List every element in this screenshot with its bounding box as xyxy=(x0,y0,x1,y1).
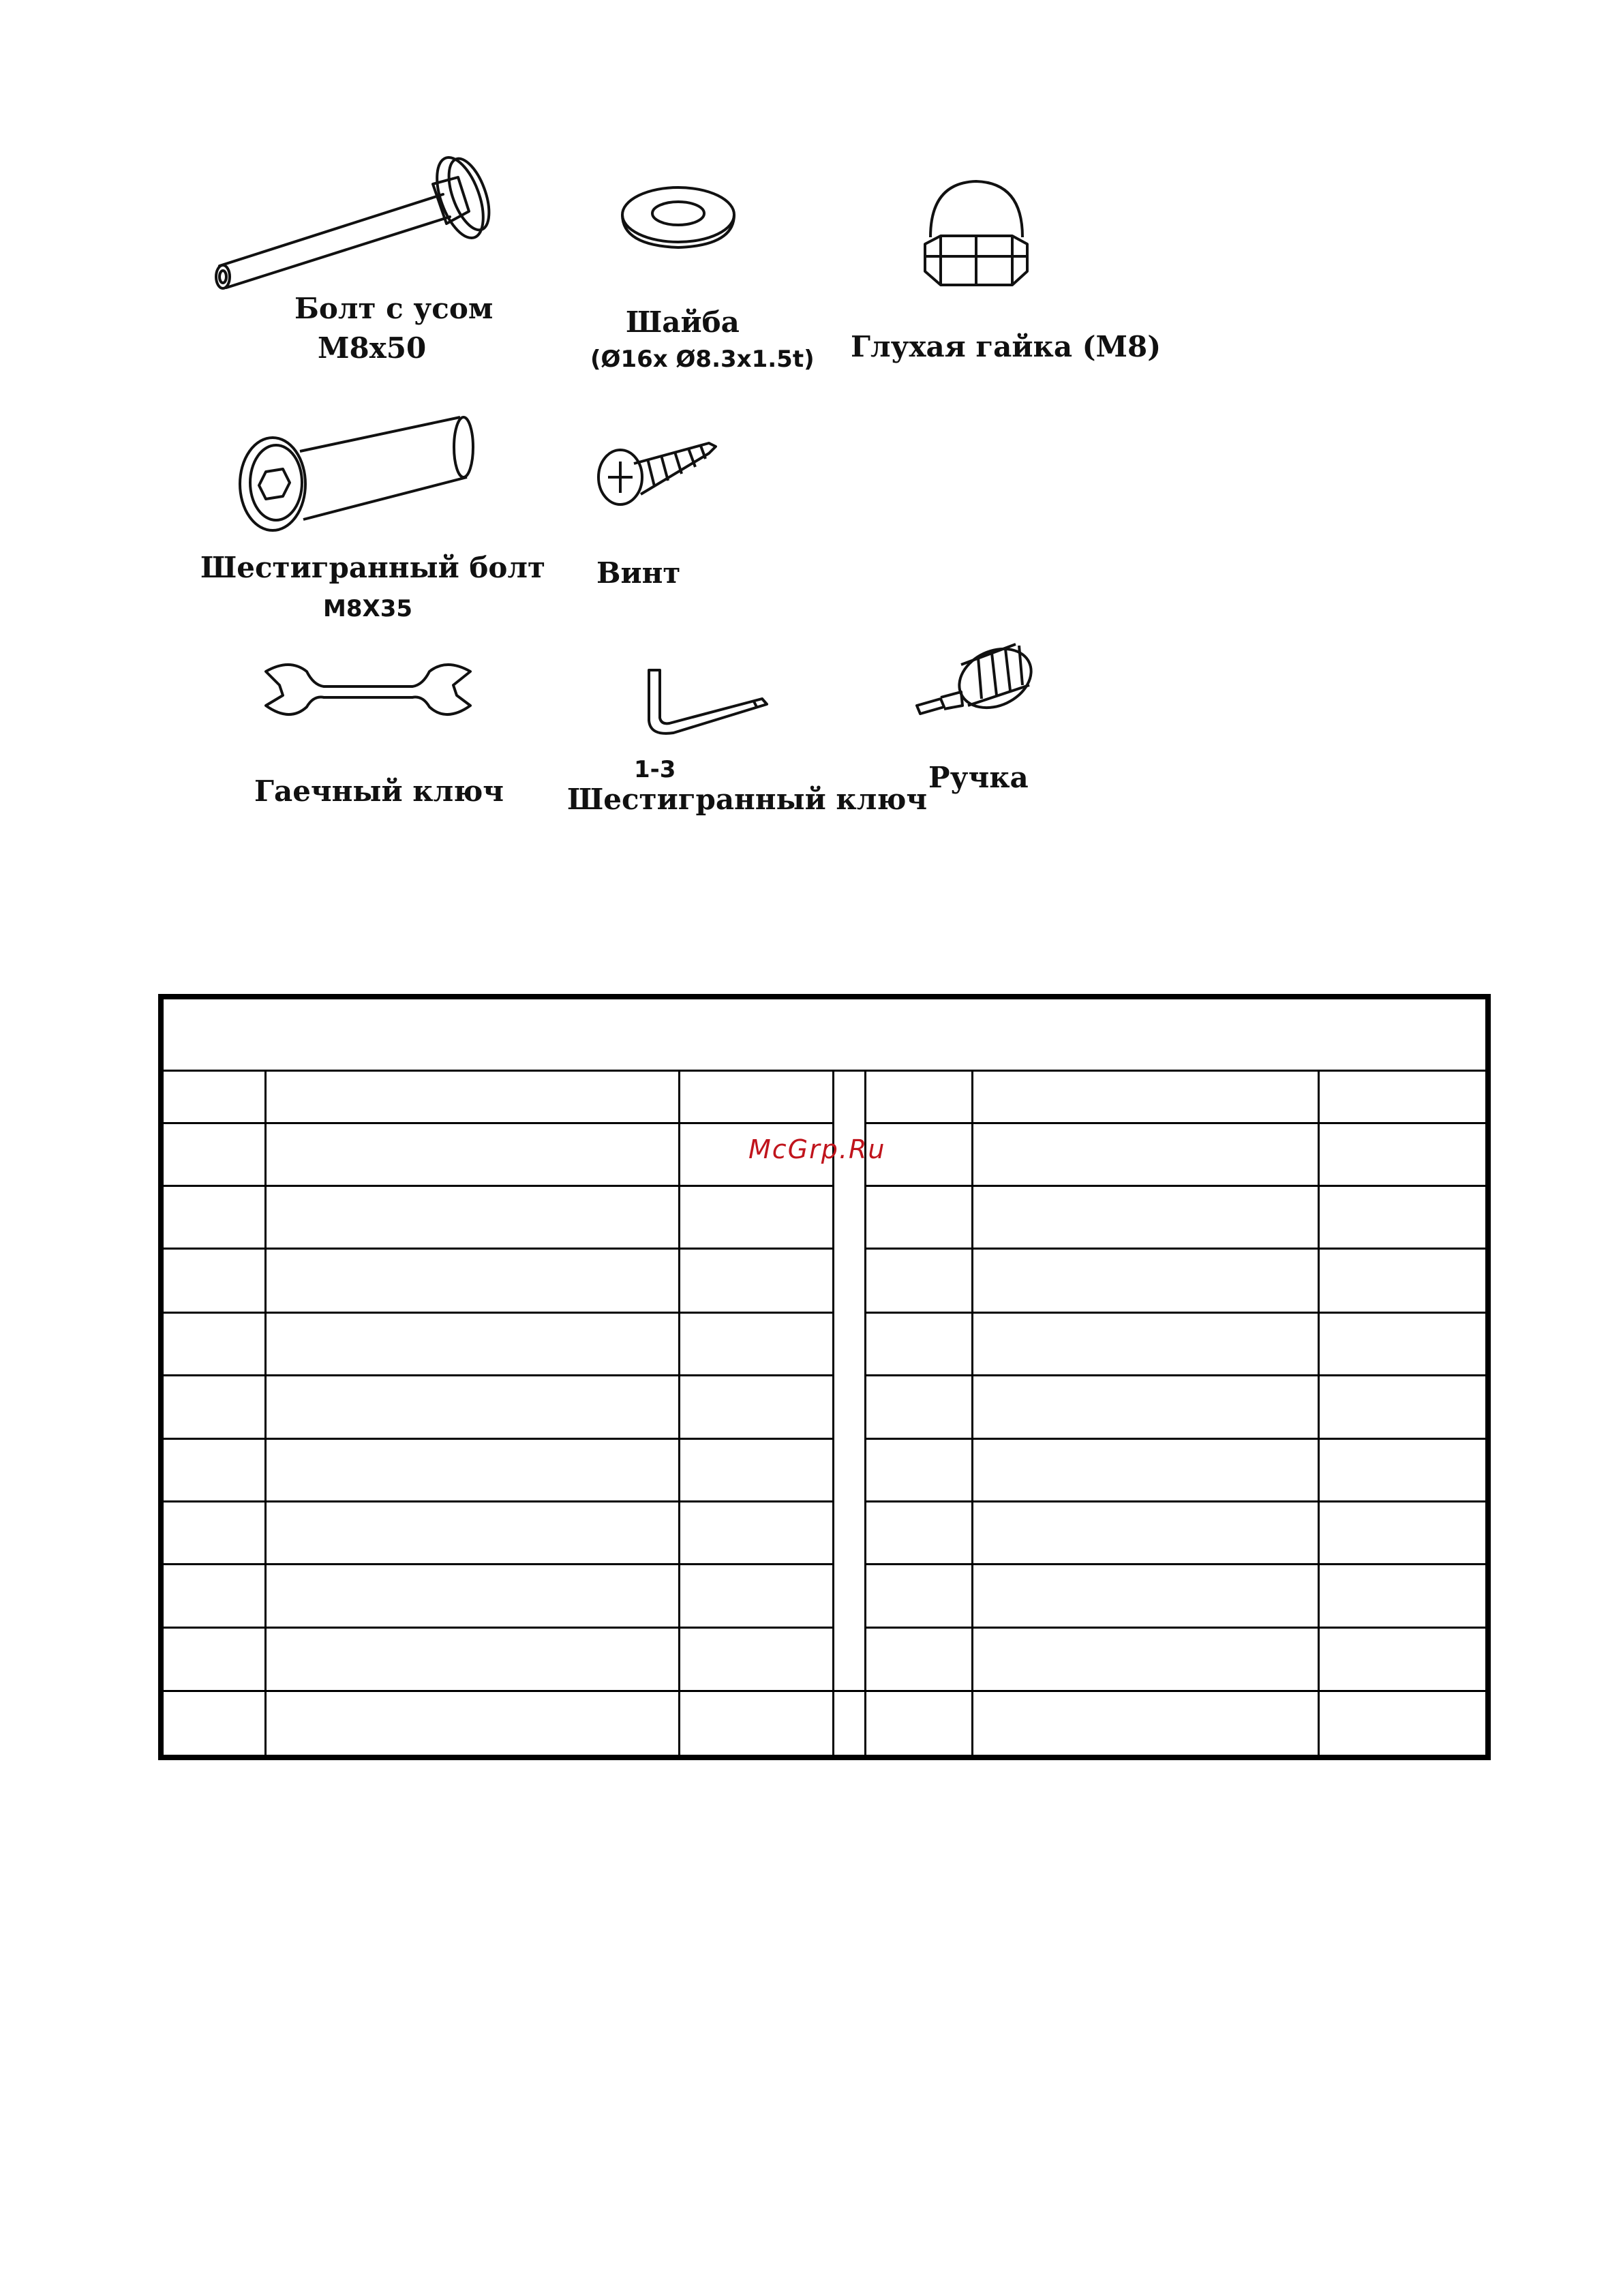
table-row-line xyxy=(164,1690,834,1692)
wrench-label: Гаечный ключ xyxy=(254,774,504,808)
table-col-divider xyxy=(971,1072,973,1755)
table-row-line xyxy=(164,1122,834,1124)
table-row-line xyxy=(864,1627,1485,1629)
table-col-divider xyxy=(264,1072,267,1755)
table-row-line xyxy=(864,1312,1485,1314)
hex-key-image xyxy=(641,665,777,740)
screw-label: Винт xyxy=(596,556,681,590)
screw-image xyxy=(593,426,723,522)
table-header-divider xyxy=(164,1070,1485,1072)
hex-bolt-size: M8X35 xyxy=(323,595,413,622)
hex-key-label: Шестигранный ключ xyxy=(567,783,928,816)
hex-bolt-image xyxy=(235,409,481,545)
parts-table xyxy=(158,994,1491,1760)
table-col-divider xyxy=(1318,1072,1320,1755)
table-row-line xyxy=(164,1627,834,1629)
washer-image xyxy=(617,181,740,256)
table-row-line xyxy=(864,1374,1485,1376)
table-row-line xyxy=(164,1438,834,1440)
table-row-line xyxy=(164,1248,834,1250)
carriage-bolt-image xyxy=(211,157,511,300)
carriage-bolt-size: M8x50 xyxy=(318,331,427,365)
knob-image xyxy=(913,631,1050,726)
table-row-line xyxy=(864,1438,1485,1440)
table-row-line xyxy=(864,1122,1485,1124)
table-row-line xyxy=(164,1312,834,1314)
cap-nut-image xyxy=(917,176,1036,292)
table-row-line xyxy=(832,1690,1485,1692)
table-col-divider xyxy=(864,1072,866,1755)
table-row-line xyxy=(864,1563,1485,1565)
table-row-line xyxy=(164,1374,834,1376)
wrench-image xyxy=(259,658,477,733)
carriage-bolt-label: Болт с усом xyxy=(294,292,494,325)
table-row-line xyxy=(864,1500,1485,1502)
table-col-divider xyxy=(678,1072,680,1755)
table-col-divider xyxy=(832,1072,834,1755)
table-row-line xyxy=(164,1500,834,1502)
table-row-line xyxy=(164,1563,834,1565)
washer-label: Шайба xyxy=(626,305,740,339)
watermark-text: McGrp.Ru xyxy=(748,1134,886,1164)
hex-bolt-label: Шестигранный болт xyxy=(200,551,546,584)
table-row-line xyxy=(864,1185,1485,1187)
table-row-line xyxy=(164,1185,834,1187)
washer-size: (Ø16x Ø8.3x1.5t) xyxy=(590,346,815,373)
cap-nut-label: Глухая гайка (M8) xyxy=(851,330,1162,363)
hex-key-size: 1-3 xyxy=(634,756,676,783)
table-row-line xyxy=(864,1248,1485,1250)
knob-label: Ручка xyxy=(928,761,1029,794)
